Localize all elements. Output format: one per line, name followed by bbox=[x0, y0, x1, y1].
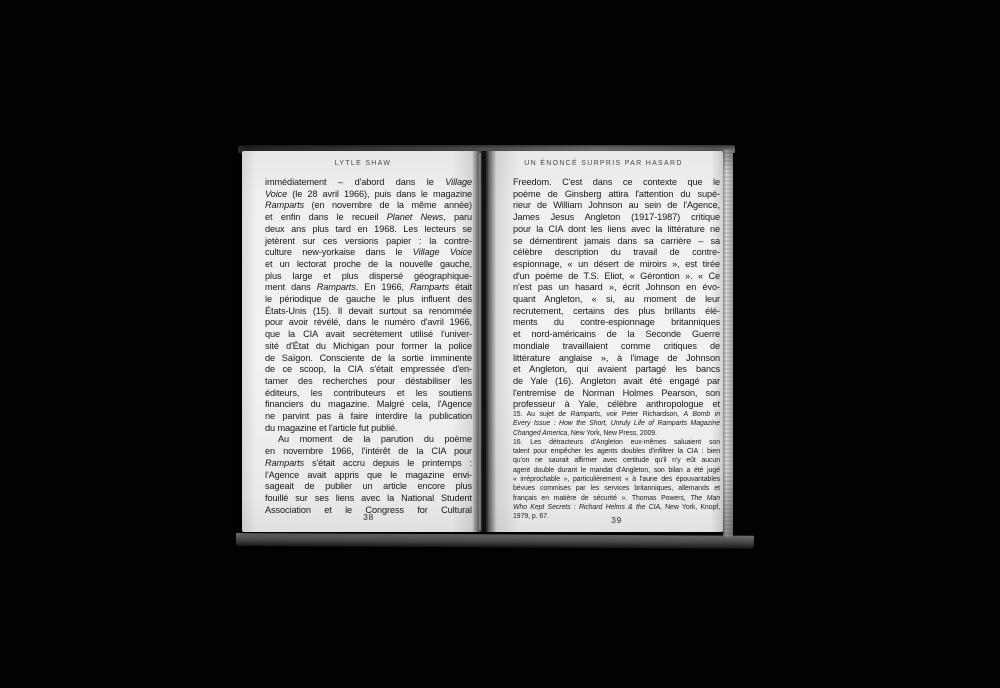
text-line: tamer des recherches pour déstabiliser les bbox=[265, 375, 472, 386]
text-line: du magazine et l'article fut publié. bbox=[265, 422, 398, 433]
left-page bbox=[242, 151, 484, 532]
text-line: sageait de publier un article encore plus bbox=[265, 481, 472, 492]
text-line: et nord-américains de la Seconde Guerre bbox=[513, 329, 720, 340]
text-line: quant Angleton, « si, au moment de leur bbox=[513, 294, 720, 305]
book-bottom-page-block-edge bbox=[236, 533, 754, 549]
text-line: Ramparts s'était accru depuis le printemps : bbox=[265, 457, 472, 468]
text-line: 16. Les détracteurs d'Angleton eux-mêmes saluaient son bbox=[513, 438, 720, 446]
text-line: de Saïgon. Consciente de la sortie imminente bbox=[265, 352, 472, 363]
text-line: en novembre 1966, l'intérêt de la CIA pour bbox=[265, 446, 472, 457]
text-line: le périodique de gauche le plus influent des bbox=[265, 294, 472, 305]
text-line: rieur de William Johnson au sein de l'Agence, bbox=[513, 200, 720, 211]
running-header-left: LYTLE SHAW bbox=[334, 160, 392, 167]
text-line: Who Kept Secrets : Richard Helms & the CIA, New York, Knopf, bbox=[513, 503, 720, 511]
text-line: l'entremise de Norman Holmes Pearson, son bbox=[513, 387, 720, 398]
text-line: financiers du magazine. Malgré cela, l'Agence bbox=[265, 399, 472, 410]
text-line: d'un poème de T.S. Eliot, « Gérontion ». « Ce bbox=[513, 270, 720, 281]
text-line: États-Unis (15). Il devait surtout sa renommée bbox=[265, 305, 472, 316]
text-line: plus large et plus dispersé géographique- bbox=[265, 270, 472, 281]
page-number-right: 39 bbox=[611, 515, 622, 525]
paragraph bbox=[265, 177, 472, 434]
text-line: que la CIA avait secrètement utilisé l'univer- bbox=[265, 329, 472, 340]
footnotes-block bbox=[513, 410, 720, 522]
running-header-right: UN ÉNONCÉ SURPRIS PAR HASARD bbox=[524, 160, 683, 167]
text-line: ments du contre-espionnage britanniques bbox=[513, 317, 720, 328]
text-line: littérature anglaise », à l'image de Johnson bbox=[513, 352, 720, 363]
text-line: qu'on ne saurait affirmer avec certitude qu'il n'y eût aucun bbox=[513, 457, 720, 465]
text-line: et enfin dans le recueil Planet News, paru bbox=[265, 212, 472, 223]
text-line: mondiale travaillaient comme critiques de bbox=[513, 340, 720, 351]
text-line: de Yale (16). Angleton avait été engagé par bbox=[513, 375, 720, 386]
text-line: jetèrent sur ces versions papier : la contre- bbox=[265, 235, 472, 246]
text-line: ment dans Ramparts. En 1966, Ramparts était bbox=[265, 282, 473, 293]
text-line: se démentirent jamais dans sa carrière – sa bbox=[513, 235, 720, 246]
right-page-text-column bbox=[513, 177, 720, 411]
text-line: poème de Ginsberg attira l'attention du supé- bbox=[513, 188, 720, 199]
footnote-16 bbox=[513, 438, 720, 522]
text-line: culture new-yorkaise dans le Village Voice bbox=[265, 247, 472, 258]
text-line: fouillé sur ses liens avec la National Student bbox=[265, 492, 472, 503]
text-line: Freedom. C'est dans ce contexte que le bbox=[513, 177, 720, 187]
text-line: pour avoir révélé, dans le numéro d'avril 1966, bbox=[265, 317, 472, 328]
text-line: pour la CIA dont les liens avec la littérature ne bbox=[513, 223, 720, 234]
text-line: sité d'État du Michigan pour former la police bbox=[265, 340, 472, 351]
text-line: de ce scoop, la CIA s'était empressée d'en- bbox=[265, 364, 472, 375]
text-line: Changed America, New York, New Press, 2009. bbox=[513, 429, 657, 437]
text-line: Voice (le 28 avril 1966), puis dans le magazine bbox=[265, 188, 472, 199]
text-line: James Jesus Angleton (1917-1987) critique bbox=[513, 212, 720, 223]
paragraph bbox=[265, 434, 472, 516]
text-line: français en matière de sécurité ». Thomas Powers, The Man bbox=[513, 494, 721, 502]
text-line: et Angleton, qui avaient partagé les bancs bbox=[513, 364, 720, 375]
text-line: espionnage, « un désert de miroirs », est tirée bbox=[513, 258, 720, 269]
text-line: talent pour empêcher les agents doubles d'infiltrer la CIA : bien bbox=[513, 448, 720, 456]
text-line: 15. Au sujet de Ramparts, voir Peter Richardson, A Bomb in bbox=[513, 411, 720, 418]
text-line: immédiatement – d'abord dans le Village bbox=[265, 177, 472, 187]
text-line: célèbre description du travail de contre- bbox=[513, 247, 720, 258]
text-line: recrutement, certains des plus brillants élé- bbox=[513, 305, 720, 316]
text-line: deux ans plus tard en 1968. Les lecteurs se bbox=[265, 223, 472, 234]
text-line: Au moment de la parution du poème bbox=[278, 434, 472, 445]
text-line: n'est pas un hasard », écrit Johnson en évo- bbox=[513, 282, 720, 293]
text-line: l'Agence avait appris que le magazine envi- bbox=[265, 469, 472, 480]
page-number-left: 38 bbox=[363, 512, 374, 522]
text-line: agent double durant le mandat d'Angleton, son bilan a été jugé bbox=[513, 466, 720, 474]
paragraph bbox=[513, 177, 720, 411]
text-line: « irréprochable », particulièrement « à l'aune des épouvantables bbox=[513, 476, 720, 484]
text-line: ne parvint pas à faire interdire la publication bbox=[265, 411, 472, 422]
footnote-15 bbox=[513, 410, 720, 438]
right-page-stack-edge bbox=[723, 150, 733, 537]
left-page-text-column bbox=[265, 177, 472, 516]
text-line: bévues commises par les services britanniques, allemands et bbox=[513, 485, 720, 493]
text-line: et un lectorat proche de la nouvelle gauche, bbox=[265, 258, 472, 269]
text-line: éditeurs, les contributeurs et les soutiens bbox=[265, 387, 472, 398]
text-line: Ramparts (en novembre de la même année) bbox=[265, 200, 472, 211]
text-line: Every Issue : How the Short, Unruly Life of Ramparts Magazine bbox=[513, 420, 720, 428]
text-line: 1979, p. 67. bbox=[513, 513, 549, 521]
text-line: professeur à Yale, célèbre anthropologue et bbox=[513, 399, 720, 410]
right-page bbox=[484, 151, 723, 532]
text-line: Association et le Congress for Cultural bbox=[265, 504, 472, 515]
